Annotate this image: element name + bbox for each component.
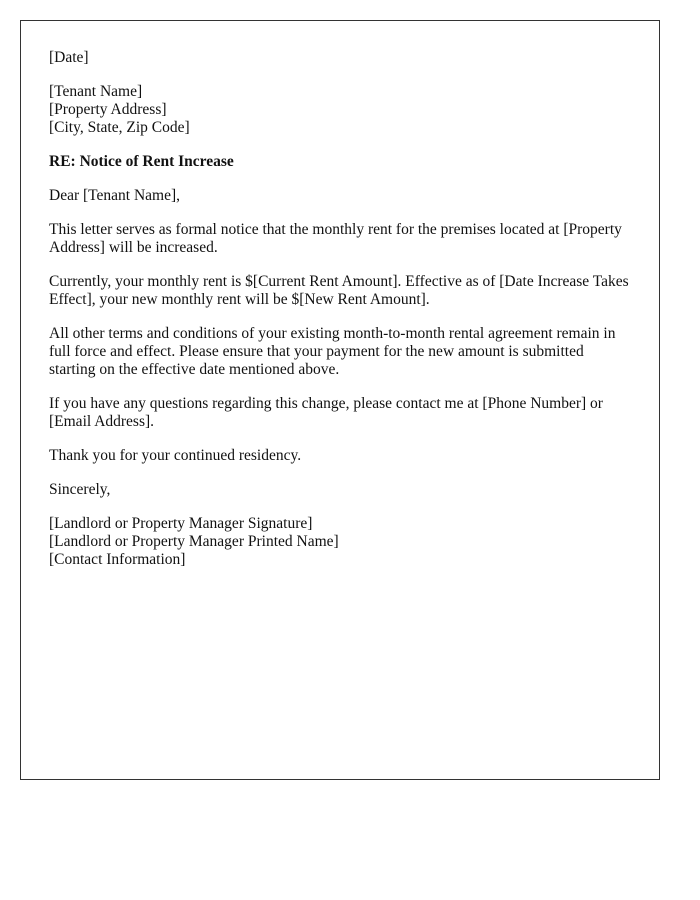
paragraph-notice: This letter serves as formal notice that the monthly rent for the premises located at [Property Address] will be increased. (49, 221, 622, 256)
paragraph-rent-amounts: Currently, your monthly rent is $[Current Rent Amount]. Effective as of [Date Increase Takes Effect], your new monthly rent will be $[New Rent Amount]. (49, 273, 629, 308)
contact-information: [Contact Information] (49, 551, 186, 568)
recipient-block (49, 83, 629, 137)
letter-date: [Date] (49, 49, 89, 66)
recipient-name: [Tenant Name] (49, 83, 143, 100)
paragraph-terms: All other terms and conditions of your existing month-to-month rental agreement remain in full force and effect. Please ensure that your payment for the new amount is submitted starting on the effective date mentioned above. (49, 325, 616, 378)
paragraph-contact: If you have any questions regarding this change, please contact me at [Phone Number] or [Email Address]. (49, 395, 603, 430)
signature-block (49, 515, 629, 569)
printed-name: [Landlord or Property Manager Printed Name] (49, 533, 339, 550)
letter-subject: RE: Notice of Rent Increase (49, 153, 234, 170)
salutation: Dear [Tenant Name], (49, 187, 181, 204)
paragraph-thanks: Thank you for your continued residency. (49, 447, 302, 464)
closing: Sincerely, (49, 481, 111, 498)
recipient-city-state-zip: [City, State, Zip Code] (49, 119, 190, 136)
letter-body (49, 49, 629, 585)
recipient-address: [Property Address] (49, 101, 167, 118)
letter-page (20, 20, 660, 780)
signature-line: [Landlord or Property Manager Signature] (49, 515, 313, 532)
